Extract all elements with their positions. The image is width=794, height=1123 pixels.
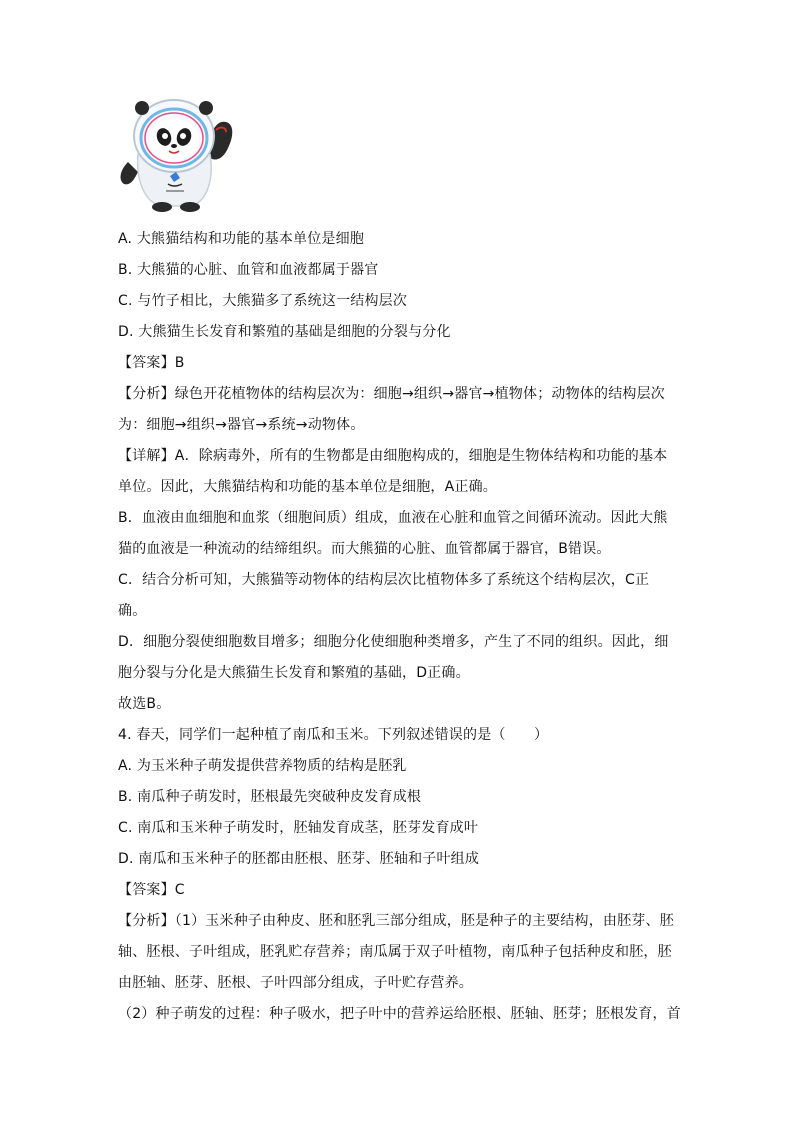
analysis-line: 【分析】绿色开花植物体的结构层次为：细胞→组织→器官→植物体；动物体的结构层次 (118, 386, 665, 402)
analysis-line: 【分析】（1）玉米种子由种皮、胚和胚乳三部分组成，胚是种子的主要结构，由胚芽、胚 (118, 913, 674, 929)
analysis-line: 轴、胚根、子叶组成，胚乳贮存营养；南瓜属于双子叶植物，南瓜种子包括种皮和胚，胚 (118, 944, 672, 960)
detail-line: C．结合分析可知，大熊猫等动物体的结构层次比植物体多了系统这个结构层次，C正 (118, 572, 650, 588)
detail-line: 【详解】A．除病毒外，所有的生物都是由细胞构成的，细胞是生物体结构和功能的基本 (118, 448, 668, 464)
detail-line: D．细胞分裂使细胞数目增多；细胞分化使细胞种类增多，产生了不同的组织。因此，细 (118, 634, 669, 650)
option-b: B. 大熊猫的心脏、血管和血液都属于器官 (118, 262, 379, 278)
detail-line: 胞分裂与分化是大熊猫生长发育和繁殖的基础，D正确。 (118, 665, 470, 681)
analysis-line: 为：细胞→组织→器官→系统→动物体。 (118, 417, 365, 433)
detail-line: 单位。因此，大熊猫结构和功能的基本单位是细胞，A正确。 (118, 479, 497, 495)
choice-line: 故选B。 (118, 696, 171, 712)
text-lines (118, 224, 681, 1030)
option-c: C. 南瓜和玉米种子萌发时，胚轴发育成茎，胚芽发育成叶 (118, 820, 479, 836)
panda-mascot-image (112, 96, 238, 214)
option-c: C. 与竹子相比，大熊猫多了系统这一结构层次 (118, 293, 408, 309)
detail-line: 确。 (118, 603, 147, 619)
detail-line: B．血液由血细胞和血浆（细胞间质）组成，血液在心脏和血管之间循环流动。因此大熊 (118, 510, 668, 526)
analysis-line: 由胚轴、胚芽、胚根、子叶四部分组成，子叶贮存营养。 (118, 975, 473, 991)
answer-line: 【答案】C (118, 882, 185, 898)
answer-line: 【答案】B (118, 355, 185, 371)
detail-line: 猫的血液是一种流动的结缔组织。而大熊猫的心脏、血管都属于器官，B错误。 (118, 541, 611, 557)
analysis-line: （2）种子萌发的过程：种子吸水，把子叶中的营养运给胚根、胚轴、胚芽；胚根发育，首 (118, 1006, 681, 1022)
option-d: D. 南瓜和玉米种子的胚都由胚根、胚芽、胚轴和子叶组成 (118, 851, 480, 867)
question-4-stem: 4. 春天，同学们一起种植了南瓜和玉米。下列叙述错误的是（ ） (118, 727, 549, 743)
option-a: A. 大熊猫结构和功能的基本单位是细胞 (118, 231, 365, 247)
option-b: B. 南瓜种子萌发时，胚根最先突破种皮发育成根 (118, 789, 422, 805)
option-d: D. 大熊猫生长发育和繁殖的基础是细胞的分裂与分化 (118, 324, 451, 340)
option-a: A. 为玉米种子萌发提供营养物质的结构是胚乳 (118, 758, 407, 774)
